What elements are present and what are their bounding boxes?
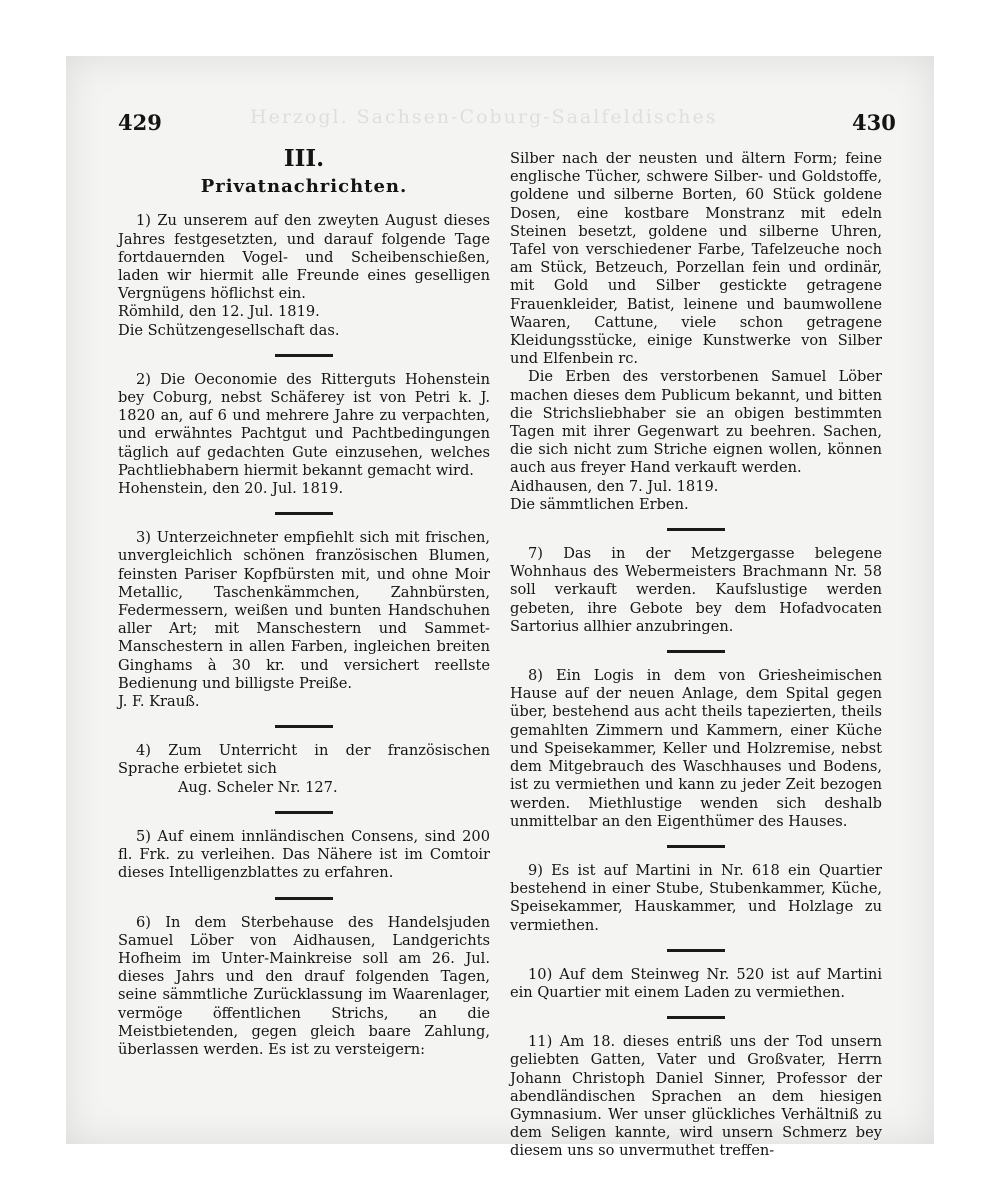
notice-1-place-date: Römhild, den 12. Jul. 1819. (118, 303, 320, 321)
section-numeral: III. (283, 145, 325, 172)
notice-11: 11) Am 18. dieses entriß uns der Tod unsern geliebten Gatten, Vater und Großvater, Herrn Johann Christoph Daniel Sinner, Professor der abendländischen Sprachen an dem hiesigen Gymnasium. Wer unser glückliches Verhältniß zu dem Seligen kannte, wird unsern Schmerz bey diesem uns so unvermuthet treffen- (510, 1033, 882, 1160)
page-number-right: 430 (852, 110, 896, 135)
notice-6-continued: Silber nach der neusten und ältern Form; feine englische Tücher, schwere Silber- und Goldstoffe, goldene und silberne Borten, 60 Stück goldene Dosen, eine kostbare Monstranz mit edeln Steinen besetzt, goldene und silberne Uhren, Tafel von verschiedener Farbe, Tafelzeuche noch am Stück, Betzeuch, Porzellan fein und ordinär, mit Gold und Silber gestickte getragene Frauenkleider, Batist, leinene und baumwollene Waaren, Cattune, viele schon getragene Kleidungsstücke, einige Kunstwerke von Silber und Elfenbein rc. (510, 150, 882, 368)
notice-1-signature: Die Schützengesellschaft das. (118, 321, 340, 339)
separator-rule (667, 528, 725, 531)
separator-rule (275, 725, 333, 728)
separator-rule (275, 354, 333, 357)
notice-3: 3) Unterzeichneter empfiehlt sich mit frischen, unvergleichlich schönen französischen Blumen, feinsten Pariser Kopfbürsten mit, und ohne Moir Metallic, Taschenkämmchen, Zahnbürsten, Federmessern, weißen und bunten Handschuhen aller Art; mit Manschestern und Sammet-Manschestern in allen Farben, ingleichen breiten Ginghams à 30 kr. und versichert reellste Bedienung und billigste Preiße. (118, 529, 490, 692)
section-title: Privatnachrichten. (200, 176, 408, 198)
separator-rule (275, 897, 333, 900)
left-column (118, 145, 490, 1059)
notice-1: 1) Zu unserem auf den zweyten August dieses Jahres festgesetzten, und darauf folgende Tage fortdauernden Vogel- und Scheibenschießen, laden wir hiermit alle Freunde eines geselligen Vergnügens höflichst ein. (118, 212, 490, 303)
separator-rule (667, 1016, 725, 1019)
page-number-left: 429 (118, 110, 162, 135)
separator-rule (667, 845, 725, 848)
notice-5: 5) Auf einem innländischen Consens, sind 200 fl. Frk. zu verleihen. Das Nähere ist im Comtoir dieses Intelligenzblattes zu erfahren. (118, 827, 490, 882)
right-column (510, 150, 882, 1161)
separator-rule (667, 949, 725, 952)
notice-2-place-date: Hohenstein, den 20. Jul. 1819. (118, 480, 344, 498)
notice-6: 6) In dem Sterbehause des Handelsjuden Samuel Löber von Aidhausen, Landgerichts Hofheim im Unter-Mainkreise soll am 26. Jul. dieses Jahrs und den drauf folgenden Tagen, seine sämmtliche Zurücklassung im Waarenlager, vermöge öffentlichen Strichs, an die Meistbietenden, gegen gleich baare Zahlung, überlassen werden. Es ist zu versteigern: (118, 913, 490, 1058)
notice-8: 8) Ein Logis in dem von Griesheimischen Hause auf der neuen Anlage, dem Spital gegen über, bestehend aus acht theils tapezierten, theils gemahlten Zimmern und Kammern, einer Küche und Speisekammer, Keller und Holzremise, nebst dem Mitgebrauch des Waschhauses und Bodens, ist zu vermiethen und kann zu jeder Zeit bezogen werden. Miethlustige wenden sich deshalb unmittelbar an den Eigenthümer des Hauses. (510, 667, 882, 830)
notice-6-place-date: Aidhausen, den 7. Jul. 1819. (510, 477, 719, 495)
notice-3-signature: J. F. Krauß. (118, 693, 200, 711)
bleed-through-heading: Herzogl. Sachsen-Coburg-Saalfeldisches (250, 106, 718, 128)
notice-10: 10) Auf dem Steinweg Nr. 520 ist auf Martini ein Quartier mit einem Laden zu vermiethen. (510, 965, 882, 1001)
notice-9: 9) Es ist auf Martini in Nr. 618 ein Quartier bestehend in einer Stube, Stubenkammer, Küche, Speisekammer, Hauskammer, und Holzlage zu vermiethen. (510, 861, 882, 934)
separator-rule (275, 512, 333, 515)
notice-6-signature: Die sämmtlichen Erben. (510, 495, 689, 513)
notice-4-signature: Aug. Scheler Nr. 127. (178, 778, 338, 796)
separator-rule (667, 650, 725, 653)
separator-rule (275, 811, 333, 814)
notice-6-heirs: Die Erben des verstorbenen Samuel Löber machen dieses dem Publicum bekannt, und bitten die Strichsliebhaber sie an obigen bestimmten Tagen mit ihrer Gegenwart zu beehren. Sachen, die sich nicht zum Striche eignen wollen, können auch aus freyer Hand verkauft werden. (510, 368, 882, 477)
notice-7: 7) Das in der Metzgergasse belegene Wohnhaus des Webermeisters Brachmann Nr. 58 soll verkauft werden. Kaufslustige werden gebeten, ihre Gebote bey dem Hofadvocaten Sartorius allhier anzubringen. (510, 545, 882, 635)
notice-4: 4) Zum Unterricht in der französischen Sprache erbietet sich (118, 742, 490, 778)
notice-2: 2) Die Oeconomie des Ritterguts Hohenstein bey Coburg, nebst Schäferey ist von Petri k. J. 1820 an, auf 6 und mehrere Jahre zu verpachten, und erwähntes Pachtgut und Pachtbedingungen täglich auf gedachten Gute einzusehen, welches Pachtliebhabern hiermit bekannt gemacht wird. (118, 370, 490, 479)
